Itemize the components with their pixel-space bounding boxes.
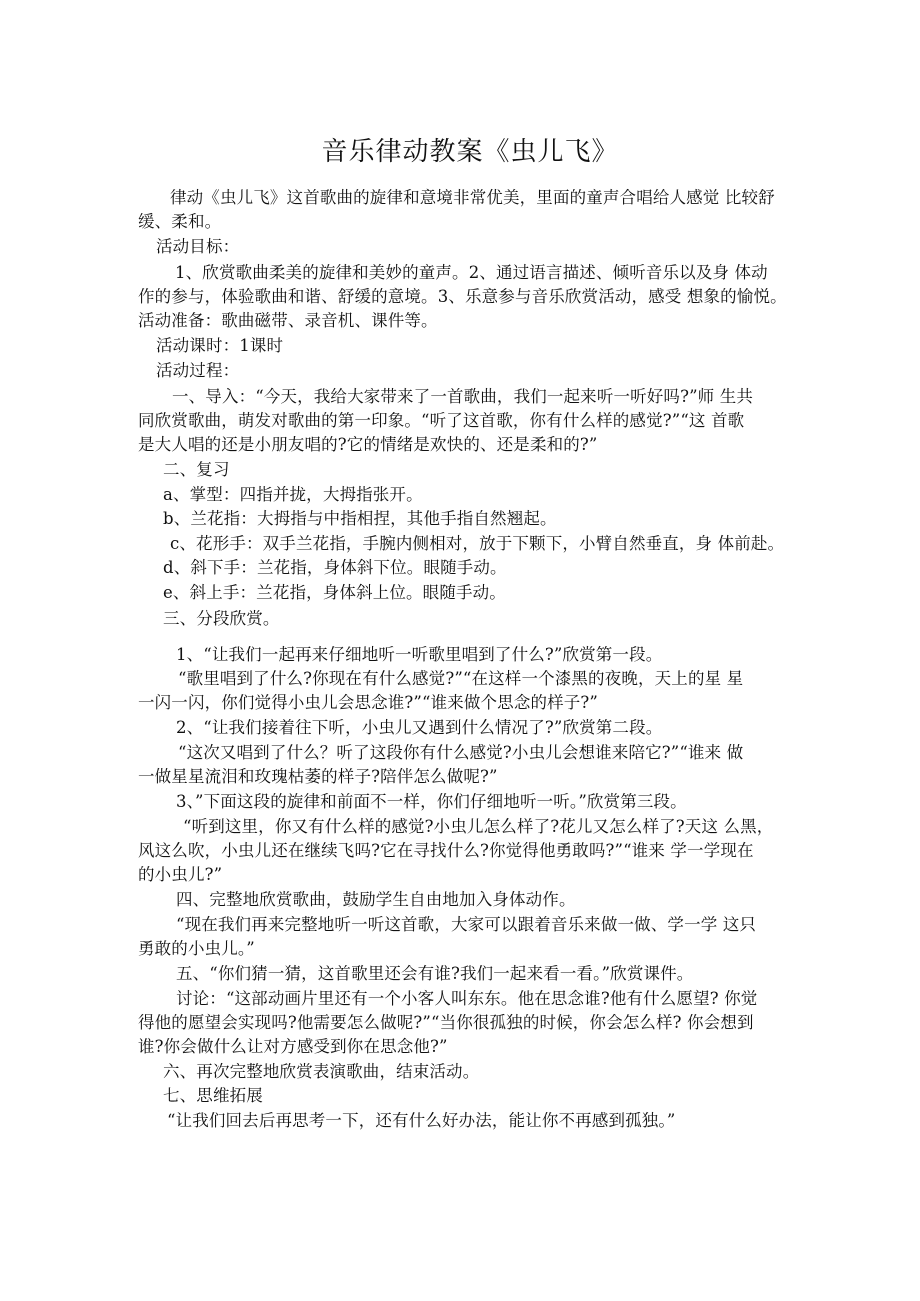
review-item-e: e、斜上手：兰花指，身体斜上位。眼随手动。 bbox=[163, 583, 506, 602]
section1-line-1: 一、导入：“今天，我给大家带来了一首歌曲，我们一起来听一听好吗?”师 生共 bbox=[172, 387, 754, 406]
section4-line-1: “现在我们再来完整地听一听这首歌，大家可以跟着音乐来做一做、学一学 这只 bbox=[176, 915, 757, 934]
page-title: 音乐律动教案《虫儿飞》 bbox=[321, 137, 619, 167]
intro-line-2: 缓、柔和。 bbox=[138, 212, 222, 231]
section7-heading: 七、思维拓展 bbox=[163, 1086, 263, 1105]
goals-line-1: 1、欣赏歌曲柔美的旋律和美妙的童声。2、通过语言描述、倾听音乐以及身 体动 bbox=[175, 263, 768, 282]
duration-line: 活动课时：1课时 bbox=[156, 336, 284, 355]
section5-heading: 五、“你们猜一猜，这首歌里还会有谁?我们一起来看一看。”欣赏课件。 bbox=[176, 964, 694, 983]
review-item-d: d、斜下手：兰花指，身体斜下位。眼随手动。 bbox=[163, 558, 507, 577]
goals-line-2: 作的参与，体验歌曲和谐、舒缓的意境。3、乐意参与音乐欣赏活动，感受 想象的愉悦。 bbox=[138, 287, 787, 306]
section4-line-2: 勇敢的小虫儿。” bbox=[138, 939, 255, 958]
part3-question-2: 风这么吹，小虫儿还在继续飞吗?它在寻找什么?你觉得他勇敢吗?”“谁来 学一学现在 bbox=[138, 841, 754, 860]
section1-line-2: 同欣赏歌曲，萌发对歌曲的第一印象。“听了这首歌，你有什么样的感觉?”“这 首歌 bbox=[138, 411, 745, 430]
review-item-b: b、兰花指：大拇指与中指相捏，其他手指自然翘起。 bbox=[163, 509, 557, 528]
discussion-line-1: 讨论：“这部动画片里还有一个小客人叫东东。他在思念谁?他有什么愿望? 你觉 bbox=[176, 989, 758, 1008]
section7-line: “让我们回去后再思考一下，还有什么好办法，能让你不再感到孤独。” bbox=[167, 1111, 676, 1130]
intro-line-1: 律动《虫儿飞》这首歌曲的旋律和意境非常优美，里面的童声合唱给人感觉 比较舒 bbox=[170, 188, 775, 207]
review-item-c: c、花形手：双手兰花指，手腕内侧相对，放于下颗下，小臂自然垂直，身 体前赴。 bbox=[170, 534, 785, 553]
review-heading: 二、复习 bbox=[163, 460, 230, 479]
discussion-line-2: 得他的愿望会实现吗?他需要怎么做呢?”“当你很孤独的时候，你会怎么样? 你会想到 bbox=[138, 1013, 754, 1032]
part1-line: 1、“让我们一起再来仔细地听一听歌里唱到了什么?”欣赏第一段。 bbox=[176, 645, 663, 664]
part3-line: 3、”下面这段的旋律和前面不一样，你们仔细地听一听。”欣赏第三段。 bbox=[176, 792, 687, 811]
discussion-line-3: 谁?你会做什么让对方感受到你在思念他?” bbox=[138, 1037, 448, 1056]
section3-heading: 三、分段欣赏。 bbox=[163, 609, 280, 628]
process-heading: 活动过程： bbox=[156, 361, 240, 380]
part2-question-1: “这次又唱到了什么？听了这段你有什么感觉?小虫儿会想谁来陪它?”“谁来 做 bbox=[178, 743, 744, 762]
section4-heading: 四、完整地欣赏歌曲，鼓励学生自由地加入身体动作。 bbox=[176, 890, 576, 909]
review-item-a: a、掌型：四指并拢，大拇指张开。 bbox=[163, 485, 423, 504]
preparation-line: 活动准备：歌曲磁带、录音机、课件等。 bbox=[138, 311, 438, 330]
section6-heading: 六、再次完整地欣赏表演歌曲，结束活动。 bbox=[163, 1062, 480, 1081]
part3-question-3: 的小虫儿?” bbox=[138, 865, 223, 884]
part1-question-2: 一闪一闪，你们觉得小虫儿会思念谁?”“谁来做个思念的样子?” bbox=[138, 693, 598, 712]
goals-heading: 活动目标： bbox=[156, 237, 240, 256]
part1-question-1: “歌里唱到了什么?你现在有什么感觉?”“在这样一个漆黑的夜晚，天上的星 星 bbox=[178, 669, 744, 688]
part3-question-1: “听到这里，你又有什么样的感觉?小虫儿怎么样了?花儿又怎么样了?天这 么黑， bbox=[183, 817, 774, 836]
part2-line: 2、“让我们接着往下听，小虫儿又遇到什么情况了?”欣赏第二段。 bbox=[176, 718, 663, 737]
part2-question-2: 一做星星流泪和玫瑰枯萎的样子?陪伴怎么做呢?” bbox=[138, 767, 498, 786]
section1-line-3: 是大人唱的还是小朋友唱的?它的情绪是欢快的、还是柔和的?” bbox=[138, 435, 598, 454]
